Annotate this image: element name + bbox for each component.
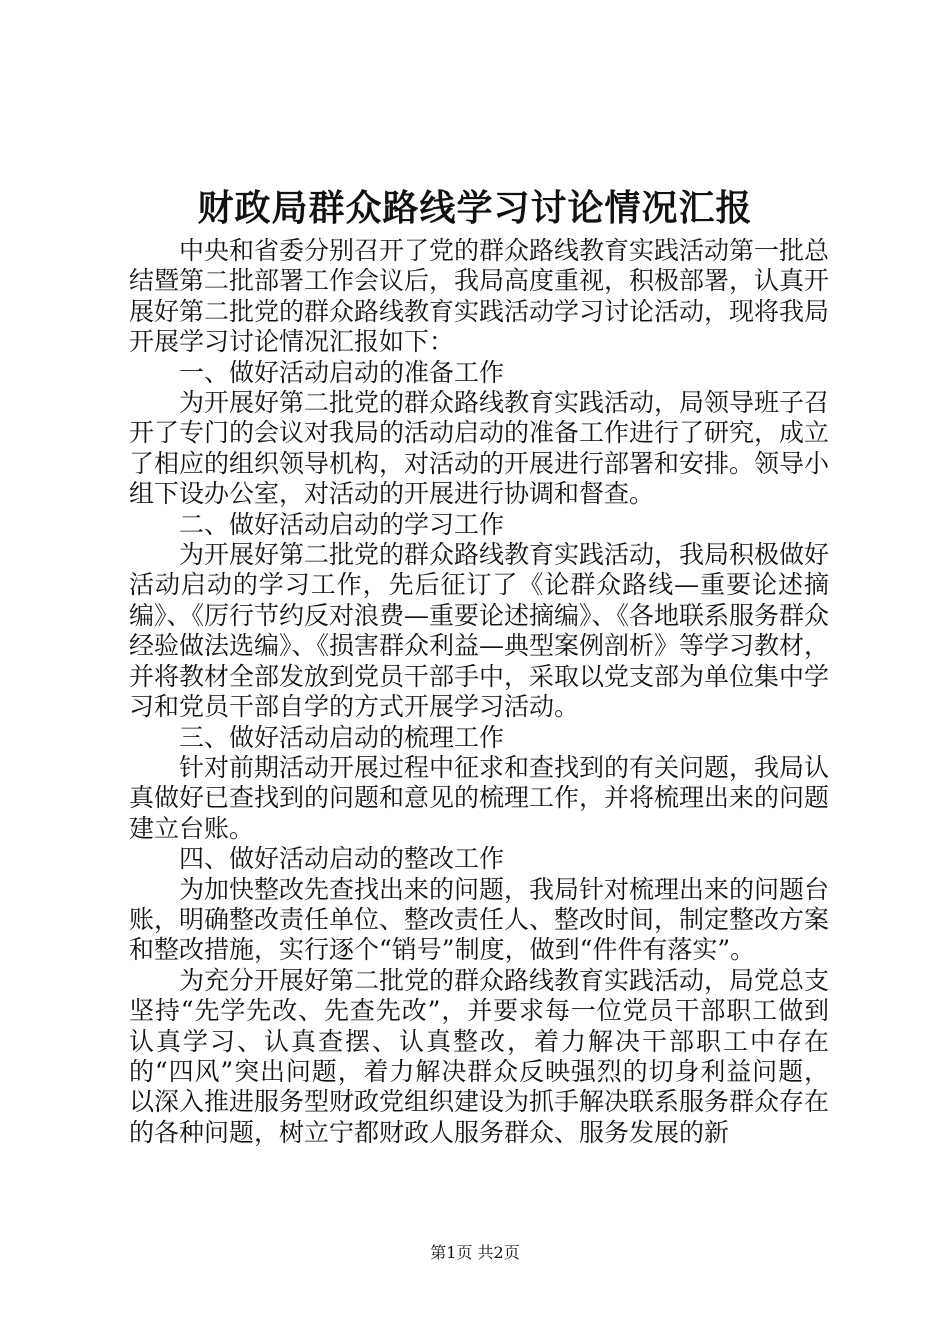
paragraph-summary: 为充分开展好第二批党的群众路线教育实践活动，局党总支坚持“先学先改、先查先改”，并要求每一位党员干部职工做到认真学习、认真查摆、认真整改，着力解决干部职工中存在的“四风”突出问题，着力解决群众反映强烈的切身利益问题，以深入推进服务型财政党组织建设为抓手解决联系服务群众存在的各种问题，树立宁都财政人服务群众、服务发展的新 <box>129 965 830 1147</box>
paragraph-preparation: 为开展好第二批党的群众路线教育实践活动，局领导班子召开了专门的会议对我局的活动启动的准备工作进行了研究，成立了相应的组织领导机构，对活动的开展进行部署和安排。领导小组下设办公室，对活动的开展进行协调和督查。 <box>129 388 830 509</box>
document-title: 财政局群众路线学习讨论情况汇报 <box>197 187 753 229</box>
section-heading-1: 一、做好活动启动的准备工作 <box>179 357 505 387</box>
section-heading-3: 三、做好活动启动的梳理工作 <box>179 722 505 752</box>
paragraph-rectification: 为加快整改先查找出来的问题，我局针对梳理出来的问题台账，明确整改责任单位、整改责任人、整改时间，制定整改方案和整改措施，实行逐个“销号”制度，做到“件件有落实”。 <box>129 874 830 965</box>
paragraph-intro: 中央和省委分别召开了党的群众路线教育实践活动第一批总结暨第二批部署工作会议后，我局高度重视，积极部署，认真开展好第二批党的群众路线教育实践活动学习讨论活动，现将我局开展学习讨论情况汇报如下： <box>129 236 830 357</box>
page-number-footer: 第1页 共2页 <box>430 1243 520 1262</box>
paragraph-sorting: 针对前期活动开展过程中征求和查找到的有关问题，我局认真做好已查找到的问题和意见的梳理工作，并将梳理出来的问题建立台账。 <box>129 752 830 843</box>
section-heading-2: 二、做好活动启动的学习工作 <box>179 509 505 539</box>
section-heading-4: 四、做好活动启动的整改工作 <box>179 844 505 874</box>
document-body <box>129 236 829 1148</box>
paragraph-study: 为开展好第二批党的群众路线教育实践活动，我局积极做好活动启动的学习工作，先后征订了《论群众路线—重要论述摘编》、《厉行节约反对浪费—重要论述摘编》、《各地联系服务群众经验做法选编》、《损害群众利益—典型案例剖析》等学习教材，并将教材全部发放到党员干部手中，采取以党支部为单位集中学习和党员干部自学的方式开展学习活动。 <box>129 540 830 722</box>
